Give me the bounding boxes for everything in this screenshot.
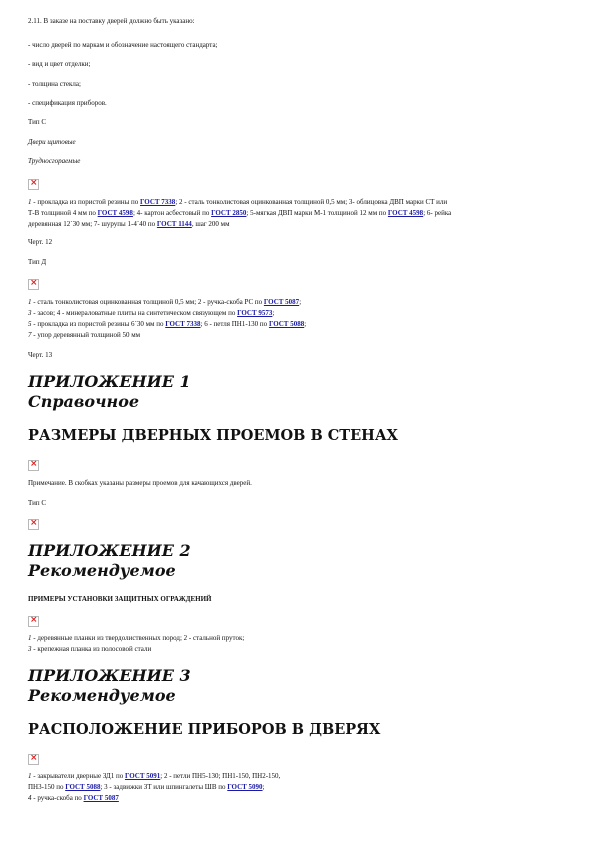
order-item-hardware: - спецификация приборов. [28, 99, 107, 107]
gost-link[interactable]: ГОСТ 5091 [124, 772, 161, 780]
chart-13-caption: Черт. 13 [28, 351, 53, 359]
gost-link[interactable]: ГОСТ 2850 [211, 209, 247, 217]
appendix-1-title: ПРИЛОЖЕНИЕ 1 [28, 372, 191, 391]
broken-image-icon [28, 616, 39, 627]
appendix-2-subtitle: Рекомендуемое [28, 561, 176, 580]
broken-image-icon [28, 279, 39, 290]
legend-13-line-3: 5 - прокладка из пористой резины 6´30 мм по ГОСТ 7338; 6 - петля ПН1-130 по ГОСТ 5088; [28, 320, 307, 328]
gost-link[interactable]: ГОСТ 5088 [65, 783, 101, 791]
chart-12-caption: Черт. 12 [28, 238, 53, 246]
broken-image-icon [28, 754, 39, 765]
gost-link[interactable]: ГОСТ 1144 [156, 220, 192, 228]
appendix-3-subtitle: Рекомендуемое [28, 686, 176, 705]
gost-link[interactable]: ГОСТ 4598 [97, 209, 133, 217]
gost-link[interactable]: ГОСТ 7338 [140, 198, 176, 206]
appendix-2-legend-line-2: 3 - крепежная планка из полосовой стали [28, 645, 152, 653]
appendix-2-legend-line-1: 1 - деревянные планки из твердолиственных пород; 2 - стальной пруток; [28, 634, 245, 642]
appendix-3-legend-line-3: 4 - ручка-скоба по ГОСТ 5087 [28, 794, 119, 802]
appendix-2-title: ПРИЛОЖЕНИЕ 2 [28, 541, 191, 560]
broken-image-icon [28, 179, 39, 190]
legend-12-line-1: 1 - прокладка из пористой резины по ГОСТ 7338; 2 - сталь тонколистовая оцинкованная толщиной 0,5 мм; 3- облицовка ДВП марки СТ или [28, 198, 448, 206]
appendix-3-legend-line-2: ПН3-150 по ГОСТ 5088; 3 - задвижки ЗТ или шпингалеты ШВ по ГОСТ 5090; [28, 783, 265, 791]
appendix-3-legend-line-1: 1 - закрыватели дверные ЗД1 по ГОСТ 5091; 2 - петли ПН5-130; ПН1-150, ПН2-150, [28, 772, 281, 780]
legend-13-line-4: 7 - упор деревянный толщиной 50 мм [28, 331, 141, 339]
gost-link[interactable]: ГОСТ 4598 [387, 209, 424, 217]
order-item-finish: - вид и цвет отделки; [28, 60, 91, 68]
appendix-3-heading: РАСПОЛОЖЕНИЕ ПРИБОРОВ В ДВЕРЯХ [28, 721, 381, 738]
order-item-count: - число дверей по маркам и обозначение настоящего стандарта; [28, 41, 218, 49]
gost-link[interactable]: ГОСТ 7338 [165, 320, 201, 328]
gost-link[interactable]: ГОСТ 5088 [268, 320, 305, 328]
appendix-1-note: Примечание. В скобках указаны размеры проемов для качающихся дверей. [28, 479, 252, 487]
gost-link[interactable]: ГОСТ 5087 [83, 794, 119, 802]
legend-13-line-2: 3 - засов; 4 - минераловатные плиты на синтетическом связующем по ГОСТ 9573; [28, 309, 275, 317]
gost-link[interactable]: ГОСТ 5087 [263, 298, 300, 306]
broken-image-icon [28, 519, 39, 530]
appendix-1-heading: РАЗМЕРЫ ДВЕРНЫХ ПРОЕМОВ В СТЕНАХ [28, 427, 398, 444]
legend-13-line-1: 1 - сталь тонколистовая оцинкованная толщиной 0,5 мм; 2 - ручка-скоба РС по ГОСТ 5087; [28, 298, 302, 306]
legend-12-line-3: деревянная 12´30 мм; 7- шурупы 1-4´40 по ГОСТ 1144, шаг 200 мм [28, 220, 230, 228]
door-type-fire-resistant: Трудносгораемые [28, 157, 81, 165]
appendix-1-type-c: Тип С [28, 499, 47, 507]
gost-link[interactable]: ГОСТ 5090 [227, 783, 263, 791]
door-type-panel: Двери щитовые [28, 138, 76, 146]
broken-image-icon [28, 460, 39, 471]
legend-12-line-2: Т-В толщиной 4 мм по ГОСТ 4598; 4- картон асбестовый по ГОСТ 2850; 5-мягкая ДВП марки М-1 толщиной 12 мм по ГОСТ 4598; 6- рейка [28, 209, 452, 217]
appendix-1-subtitle: Справочное [28, 392, 140, 411]
section-2-11-heading: 2.11. В заказе на поставку дверей должно быть указано: [28, 17, 195, 25]
type-d-label: Тип Д [28, 258, 47, 266]
order-item-glass: - толщина стекла; [28, 80, 81, 88]
appendix-3-title: ПРИЛОЖЕНИЕ 3 [28, 666, 191, 685]
gost-link[interactable]: ГОСТ 9573 [237, 309, 273, 317]
appendix-2-heading: ПРИМЕРЫ УСТАНОВКИ ЗАЩИТНЫХ ОГРАЖДЕНИЙ [28, 595, 212, 603]
type-c-label: Тип С [28, 118, 47, 126]
